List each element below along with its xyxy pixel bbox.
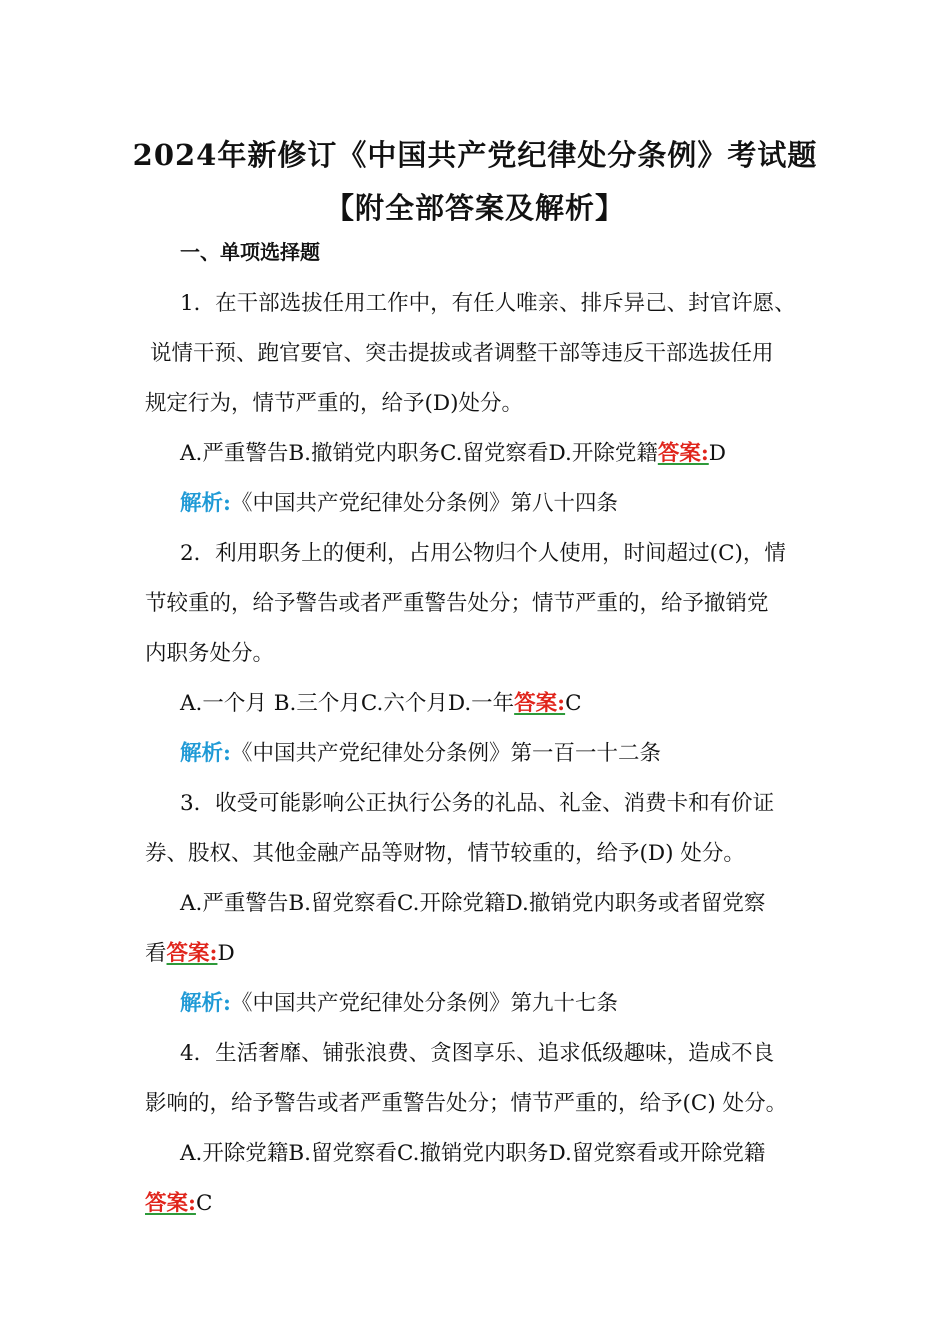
question-2-answer: C (565, 691, 582, 716)
document-title-line-1: 2024年新修订《中国共产党纪律处分条例》考试题 (132, 138, 818, 172)
question-2-explanation: 《中国共产党纪律处分条例》第一百一十二条 (230, 741, 661, 766)
answer-label: 答案: (166, 941, 218, 966)
explanation-label: 解析: (180, 991, 231, 1016)
question-3-stem-line-1: 3．收受可能影响公正执行公务的礼品、礼金、消费卡和有价证 (180, 791, 775, 816)
section-heading: 一、单项选择题 (180, 240, 320, 264)
question-2-options-row (180, 689, 582, 719)
question-3-explanation: 《中国共产党纪律处分条例》第九十七条 (230, 991, 618, 1016)
question-4-answer-row (145, 1189, 212, 1219)
question-2-stem-line-1: 2．利用职务上的便利，占用公物归个人使用，时间超过(C)，情 (180, 541, 786, 566)
explanation-label: 解析: (180, 741, 231, 766)
question-1-stem-line-3: 规定行为，情节严重的，给予(D)处分。 (145, 391, 524, 416)
question-3-answer: D (217, 941, 235, 966)
question-1-explanation-row (180, 489, 618, 519)
question-1-options: A.严重警告B.撤销党内职务C.留党察看D.开除党籍 (180, 441, 658, 466)
question-1-stem-line-1: 1．在干部选拔任用工作中，有任人唯亲、排斥异己、封官许愿、 (180, 291, 796, 316)
answer-label: 答案: (657, 441, 709, 466)
question-2-stem-line-3: 内职务处分。 (145, 641, 275, 666)
question-1-answer: D (708, 441, 727, 466)
explanation-label: 解析: (180, 491, 231, 516)
question-1-options-row (180, 439, 726, 469)
question-3-stem-line-2: 券、股权、其他金融产品等财物，情节较重的，给予(D) 处分。 (145, 841, 745, 866)
question-3-options-line-2-row (145, 939, 235, 969)
answer-label: 答案: (514, 691, 566, 716)
question-1-explanation: 《中国共产党纪律处分条例》第八十四条 (230, 491, 618, 516)
question-3-options-line-2: 看 (145, 941, 167, 966)
question-3-explanation-row (180, 989, 618, 1019)
question-2-explanation-row (180, 739, 661, 769)
question-4-stem-line-2: 影响的，给予警告或者严重警告处分；情节严重的，给予(C) 处分。 (145, 1091, 788, 1116)
question-4-options: A.开除党籍B.留党察看C.撤销党内职务D.留党察看或开除党籍 (180, 1141, 766, 1166)
question-4-stem-line-1: 4．生活奢靡、铺张浪费、贪图享乐、追求低级趣味，造成不良 (180, 1041, 775, 1066)
question-3-options-line-1: A.严重警告B.留党察看C.开除党籍D.撤销党内职务或者留党察 (180, 891, 766, 916)
question-2-stem-line-2: 节较重的，给予警告或者严重警告处分；情节严重的，给予撤销党 (145, 591, 769, 616)
question-1-stem-line-2: 说情干预、跑官要官、突击提拔或者调整干部等违反干部选拔任用 (150, 341, 774, 366)
document-title-line-2: 【附全部答案及解析】 (324, 191, 625, 225)
question-2-options: A.一个月 B.三个月C.六个月D.一年 (180, 691, 515, 716)
answer-label: 答案: (145, 1191, 196, 1216)
question-4-answer: C (195, 1191, 213, 1216)
